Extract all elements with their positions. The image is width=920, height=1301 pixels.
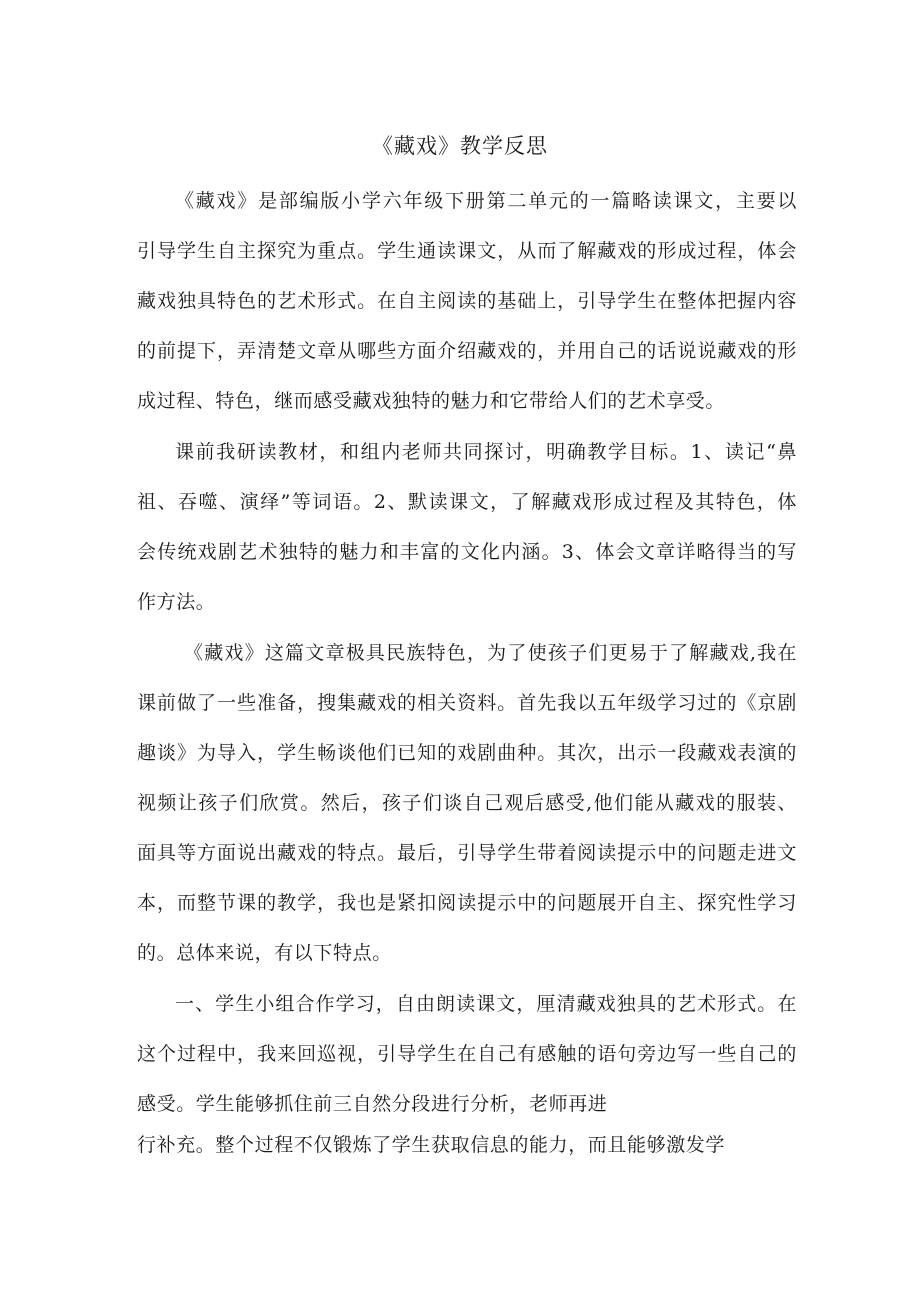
paragraph-line: 的。总体来说，有以下特点。 [137,942,392,964]
paragraph-line: 面具等方面说出藏戏的特点。最后，引导学生带着阅读提示中的问题走进文 [137,842,797,864]
paragraph-line: 感受。学生能够抓住前三自然分段进行分析，老师再进 [137,1093,608,1115]
paragraph-line: 课前做了一些准备，搜集藏戏的相关资料。首先我以五年级学习过的《京剧 [137,692,797,714]
paragraph-line: 藏戏独具特色的艺术形式。在自主阅读的基础上，引导学生在整体把握内容 [137,290,797,312]
paragraph-line: 视频让孩子们欣赏。然后，孩子们谈自己观后感受,他们能从藏戏的服装、 [137,792,797,814]
paragraph-line: 《藏戏》是部编版小学六年级下册第二单元的一篇略读课文，主要以 [175,190,797,212]
paragraph-line: 课前我研读教材，和组内老师共同探讨，明确教学目标。1、读记“鼻 [175,441,797,463]
paragraph-line: 本，而整节课的教学，我也是紧扣阅读提示中的问题展开自主、探究性学习 [137,892,797,914]
paragraph-line: 祖、吞噬、演绎”等词语。2、默读课文，了解藏戏形成过程及其特色，体 [137,491,797,513]
paragraph-line: 作方法。 [137,591,216,613]
paragraph-line: 趣谈》为导入，学生畅谈他们已知的戏剧曲种。其次，出示一段藏戏表演的 [137,742,797,764]
paragraph-line: 一、学生小组合作学习，自由朗读课文，厘清藏戏独具的艺术形式。在 [175,993,797,1015]
document-title: 《藏戏》教学反思 [372,134,548,158]
paragraph-line: 这个过程中，我来回巡视，引导学生在自己有感触的语句旁边写一些自己的 [137,1043,797,1065]
paragraph-line: 《藏戏》这篇文章极具民族特色，为了使孩子们更易于了解藏戏,我在 [184,642,797,664]
paragraph-line: 会传统戏剧艺术独特的魅力和丰富的文化内涵。3、体会文章详略得当的写 [137,541,797,563]
paragraph-line: 引导学生自主探究为重点。学生通读课文，从而了解藏戏的形成过程，体会 [137,240,797,262]
paragraph-line: 行补充。整个过程不仅锻炼了学生获取信息的能力，而且能够激发学 [137,1134,726,1156]
paragraph-line: 的前提下，弄清楚文章从哪些方面介绍藏戏的，并用自己的话说说藏戏的形 [137,340,797,362]
paragraph-line: 成过程、特色，继而感受藏戏独特的魅力和它带给人们的艺术享受。 [137,390,726,412]
